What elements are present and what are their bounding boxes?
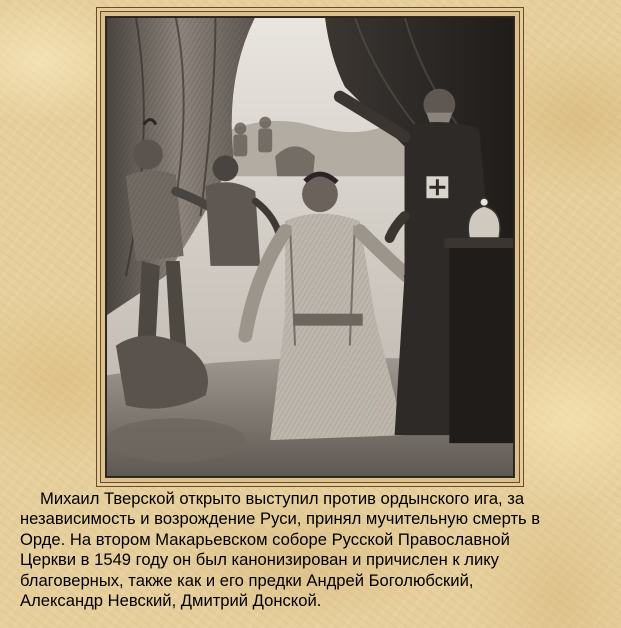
caption-line: Церкви в 1549 году он был канонизирован и причислен к лику xyxy=(20,550,499,570)
caption-line: Орде. На втором Макарьевском соборе Русской Православной xyxy=(20,529,510,549)
caption-text xyxy=(20,489,615,611)
illustration-frame xyxy=(96,7,524,487)
caption-line: Александр Невский, Дмитрий Донской. xyxy=(20,591,322,611)
caption-line: независимость и возрождение Руси, принял мучительную смерть в xyxy=(20,509,541,529)
caption-line: Михаил Тверской открыто выступил против ордынского ига, за xyxy=(40,489,525,508)
caption-line: благоверных, также как и его предки Андрей Боголюбский, xyxy=(20,570,474,590)
engraving-illustration xyxy=(105,16,515,478)
